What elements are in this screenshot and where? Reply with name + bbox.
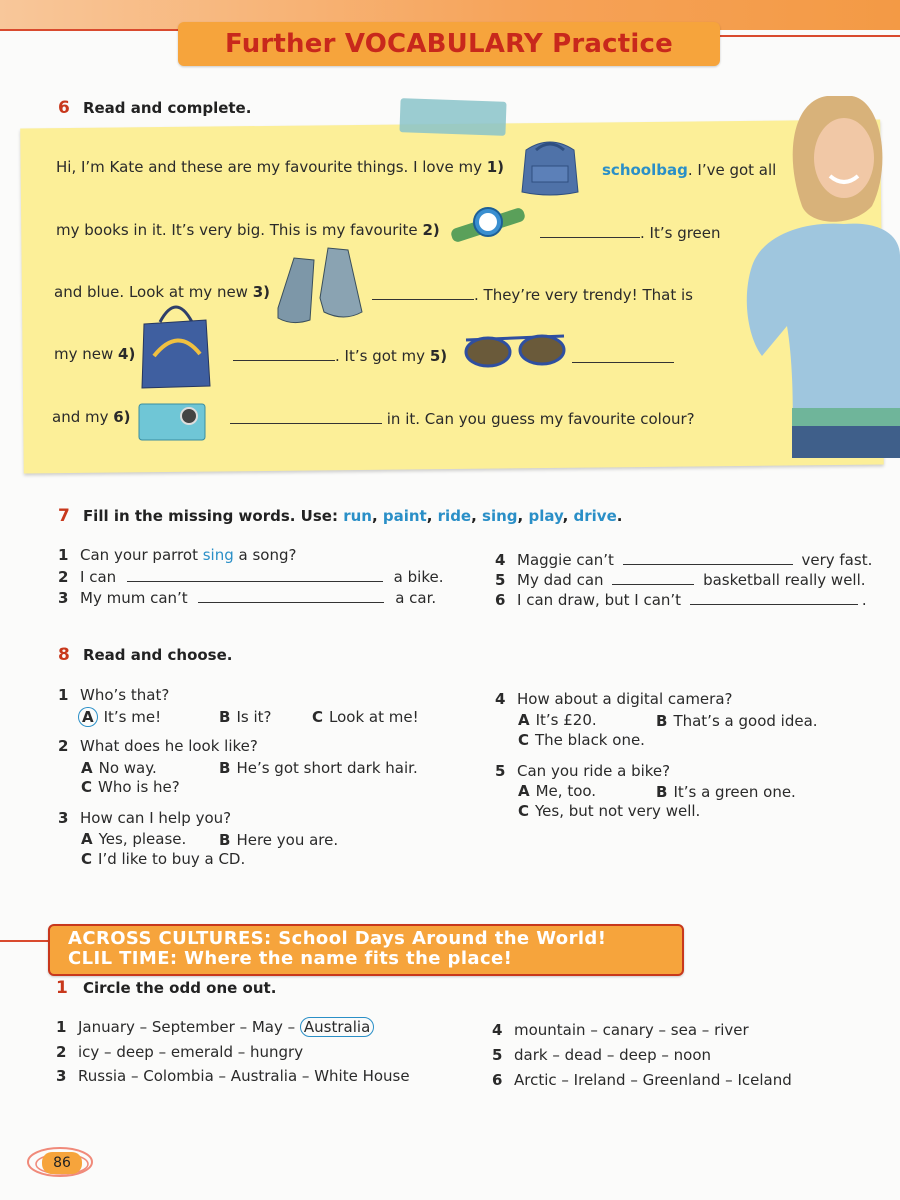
passage-line-2 bbox=[56, 221, 440, 239]
circled-answer[interactable]: Australia bbox=[300, 1017, 374, 1037]
line4-mid: . It’s got my bbox=[335, 347, 430, 365]
banner-line-1: ACROSS CULTURES: School Days Around the World! bbox=[68, 928, 607, 949]
ex8-q3-option-c[interactable] bbox=[81, 850, 245, 868]
ex8-q4-option-c[interactable] bbox=[518, 731, 645, 749]
item-text: My dad can bbox=[517, 571, 609, 589]
option-label: A bbox=[518, 711, 530, 729]
item-text-end: . bbox=[861, 591, 867, 609]
line5-num: 6) bbox=[113, 408, 131, 426]
ex8-q5-option-b[interactable] bbox=[656, 783, 796, 801]
option-label: A bbox=[81, 830, 93, 848]
page-title: Further VOCABULARY Practice bbox=[178, 22, 720, 66]
item-text-end: basketball really well. bbox=[698, 571, 866, 589]
option-text: It’s a green one. bbox=[673, 783, 796, 801]
item-text: Maggie can’t bbox=[517, 551, 619, 569]
option-text: Yes, but not very well. bbox=[535, 802, 701, 820]
passage-line-1 bbox=[56, 158, 504, 176]
option-label: C bbox=[81, 778, 93, 796]
sunglasses-icon bbox=[462, 330, 568, 370]
item-text-end: a bike. bbox=[388, 568, 444, 586]
item-number: 2 bbox=[58, 568, 69, 586]
camera-icon bbox=[137, 402, 207, 442]
tote-bag-icon bbox=[138, 296, 214, 392]
line1-post: . I’ve got all bbox=[687, 161, 777, 179]
blank-input[interactable] bbox=[198, 601, 384, 603]
line3-text: and blue. Look at my new bbox=[54, 283, 253, 301]
ex8-q2-option-b[interactable] bbox=[219, 759, 418, 777]
option-text: Is it? bbox=[236, 708, 272, 726]
option-text: He’s got short dark hair. bbox=[236, 759, 418, 777]
option-text: It’s me! bbox=[103, 708, 162, 726]
ex8-question-4 bbox=[495, 690, 733, 708]
option-text: Here you are. bbox=[236, 831, 339, 849]
word-play: play bbox=[528, 507, 563, 525]
question-text: Can you ride a bike? bbox=[517, 762, 671, 780]
option-label: B bbox=[219, 831, 231, 849]
ex6-instruction: Read and complete. bbox=[82, 99, 252, 117]
ex7-number: 7 bbox=[58, 506, 70, 526]
option-text: Yes, please. bbox=[98, 830, 187, 848]
banner-rule bbox=[0, 940, 50, 942]
ex8-q1-option-c[interactable] bbox=[312, 708, 419, 726]
ex1-item-4 bbox=[492, 1021, 749, 1039]
ex8-q5-option-a[interactable] bbox=[518, 782, 596, 800]
passage-line-4-mid bbox=[233, 347, 447, 365]
ex7-item-6 bbox=[495, 591, 867, 609]
page-number: 86 bbox=[42, 1152, 82, 1174]
option-text: Me, too. bbox=[535, 782, 597, 800]
item-text: I can draw, but I can’t bbox=[517, 591, 686, 609]
answer-sing: sing bbox=[202, 546, 234, 564]
question-number: 2 bbox=[58, 737, 69, 755]
blank-6[interactable] bbox=[230, 422, 382, 424]
item-number: 3 bbox=[56, 1067, 67, 1085]
option-label-circled: A bbox=[78, 707, 98, 727]
blank-input[interactable] bbox=[612, 583, 694, 585]
blank-5[interactable] bbox=[572, 361, 674, 363]
option-label: B bbox=[219, 759, 231, 777]
item-text: Russia – Colombia – Australia – White House bbox=[78, 1067, 410, 1085]
ex8-q5-option-c[interactable] bbox=[518, 802, 700, 820]
line3-num: 3) bbox=[252, 283, 271, 301]
passage-line-3-end bbox=[372, 286, 693, 304]
item-text: Arctic – Ireland – Greenland – Iceland bbox=[514, 1071, 792, 1089]
option-label: C bbox=[312, 708, 324, 726]
blank-input[interactable] bbox=[690, 603, 858, 605]
ex7-heading: 7 Fill in the missing words. Use: run, paint, ride, sing, play, drive. bbox=[58, 506, 623, 526]
ex8-q4-option-a[interactable] bbox=[518, 711, 597, 729]
option-text: The black one. bbox=[535, 731, 645, 749]
item-text: dark – dead – deep – noon bbox=[514, 1046, 712, 1064]
passage-line-4 bbox=[54, 345, 135, 363]
ex8-question-2 bbox=[58, 737, 258, 755]
line3-post: . They’re very trendy! That is bbox=[474, 286, 693, 304]
question-text: How can I help you? bbox=[80, 809, 232, 827]
option-label: B bbox=[656, 712, 668, 730]
girl-photo bbox=[732, 96, 900, 458]
line4-text: my new bbox=[54, 345, 119, 363]
ex6-number: 6 bbox=[58, 98, 70, 118]
item-number: 3 bbox=[58, 589, 69, 607]
tape-decoration bbox=[399, 98, 506, 136]
ex1-instruction: Circle the odd one out. bbox=[82, 979, 277, 997]
ex1-item-1 bbox=[56, 1018, 374, 1036]
line2-post: . It’s green bbox=[640, 224, 721, 242]
option-text: Who is he? bbox=[98, 778, 180, 796]
item-text-end: very fast. bbox=[796, 551, 873, 569]
line1-text: Hi, I’m Kate and these are my favourite things. I love my bbox=[56, 158, 487, 176]
ex7-item-4 bbox=[495, 551, 872, 569]
schoolbag-icon bbox=[518, 130, 582, 198]
ex8-q1-option-a[interactable] bbox=[78, 708, 161, 726]
item-text: My mum can’t bbox=[80, 589, 193, 607]
item-number: 1 bbox=[56, 1018, 67, 1036]
word-run: run bbox=[343, 507, 372, 525]
ex7-item-1 bbox=[58, 546, 296, 564]
option-text: That’s a good idea. bbox=[673, 712, 818, 730]
option-label: A bbox=[518, 782, 530, 800]
blank-4[interactable] bbox=[233, 359, 335, 361]
ex1-heading bbox=[56, 978, 276, 998]
option-label: C bbox=[518, 802, 530, 820]
item-number: 6 bbox=[492, 1071, 503, 1089]
item-text-end: a song? bbox=[233, 546, 297, 564]
ex8-q1-option-b[interactable] bbox=[219, 708, 271, 726]
ex8-heading bbox=[58, 645, 232, 665]
question-text: How about a digital camera? bbox=[517, 690, 733, 708]
question-text: What does he look like? bbox=[80, 737, 258, 755]
item-text: Can your parrot bbox=[80, 546, 203, 564]
item-number: 4 bbox=[492, 1021, 503, 1039]
option-label: C bbox=[518, 731, 530, 749]
question-number: 5 bbox=[495, 762, 506, 780]
header-rule-right bbox=[720, 35, 900, 37]
item-number: 6 bbox=[495, 591, 506, 609]
word-drive: drive bbox=[573, 507, 617, 525]
answer-schoolbag: schoolbag bbox=[602, 161, 688, 179]
ex8-instruction: Read and choose. bbox=[82, 646, 233, 664]
ex8-q3-option-a[interactable] bbox=[81, 830, 186, 848]
option-label: B bbox=[219, 708, 231, 726]
option-label: B bbox=[656, 783, 668, 801]
ex1-item-5 bbox=[492, 1046, 711, 1064]
option-text: No way. bbox=[98, 759, 157, 777]
line4-num2: 5) bbox=[429, 347, 448, 365]
ex7-item-5 bbox=[495, 571, 866, 589]
word-ride: ride bbox=[437, 507, 472, 525]
ex1-number: 1 bbox=[56, 978, 68, 998]
item-number: 5 bbox=[492, 1046, 503, 1064]
ex6-heading bbox=[58, 98, 251, 118]
passage-line-5-end bbox=[230, 410, 695, 428]
item-text: mountain – canary – sea – river bbox=[514, 1021, 749, 1039]
banner-line-2: CLIL TIME: Where the name fits the place! bbox=[68, 948, 513, 969]
blank-input[interactable] bbox=[127, 580, 383, 582]
blank-3[interactable] bbox=[372, 298, 474, 300]
passage-line-1-end bbox=[602, 161, 776, 179]
ex7-instruction: Fill in the missing words. Use: bbox=[82, 507, 344, 525]
question-number: 3 bbox=[58, 809, 69, 827]
word-paint: paint bbox=[382, 507, 427, 525]
line5-post: in it. Can you guess my favourite colour? bbox=[382, 410, 695, 428]
question-text: Who’s that? bbox=[80, 686, 170, 704]
blank-2[interactable] bbox=[540, 236, 640, 238]
line2-num: 2) bbox=[422, 221, 440, 239]
passage-line-2-end bbox=[540, 224, 721, 242]
ex8-q2-option-c[interactable] bbox=[81, 778, 180, 796]
blank-input[interactable] bbox=[623, 563, 793, 565]
ex8-q4-option-b[interactable] bbox=[656, 712, 818, 730]
across-cultures-banner bbox=[48, 924, 684, 976]
option-text: I’d like to buy a CD. bbox=[98, 850, 246, 868]
option-text: It’s £20. bbox=[535, 711, 597, 729]
item-text-end: a car. bbox=[390, 589, 437, 607]
passage-line-4-end bbox=[572, 349, 674, 367]
ex8-q3-option-b[interactable] bbox=[219, 831, 338, 849]
item-text: icy – deep – emerald – hungry bbox=[78, 1043, 304, 1061]
ex1-item-2 bbox=[56, 1043, 303, 1061]
ex7-item-3 bbox=[58, 589, 436, 607]
item-text: January – September – May – bbox=[78, 1018, 300, 1036]
ex8-question-5 bbox=[495, 762, 670, 780]
ex1-item-6 bbox=[492, 1071, 792, 1089]
ex7-item-2 bbox=[58, 568, 443, 586]
sneakers-icon bbox=[274, 238, 366, 328]
option-label: C bbox=[81, 850, 93, 868]
ex8-number: 8 bbox=[58, 645, 70, 665]
passage-line-5 bbox=[52, 408, 131, 426]
watch-icon bbox=[448, 198, 528, 250]
header-rule-left bbox=[0, 29, 178, 31]
option-text: Look at me! bbox=[329, 708, 419, 726]
ex8-question-1 bbox=[58, 686, 169, 704]
item-text: I can bbox=[80, 568, 121, 586]
question-number: 4 bbox=[495, 690, 506, 708]
ex1-item-3 bbox=[56, 1067, 410, 1085]
line1-num: 1) bbox=[486, 158, 505, 176]
option-label: A bbox=[81, 759, 93, 777]
ex8-question-3 bbox=[58, 809, 231, 827]
item-number: 2 bbox=[56, 1043, 67, 1061]
ex8-q2-option-a[interactable] bbox=[81, 759, 157, 777]
item-number: 1 bbox=[58, 546, 69, 564]
line4-num: 4) bbox=[118, 345, 136, 363]
word-sing: sing bbox=[482, 507, 518, 525]
line2-text: my books in it. It’s very big. This is my favourite bbox=[56, 221, 423, 239]
item-number: 4 bbox=[495, 551, 506, 569]
line5-text: and my bbox=[52, 408, 114, 426]
question-number: 1 bbox=[58, 686, 69, 704]
item-number: 5 bbox=[495, 571, 506, 589]
